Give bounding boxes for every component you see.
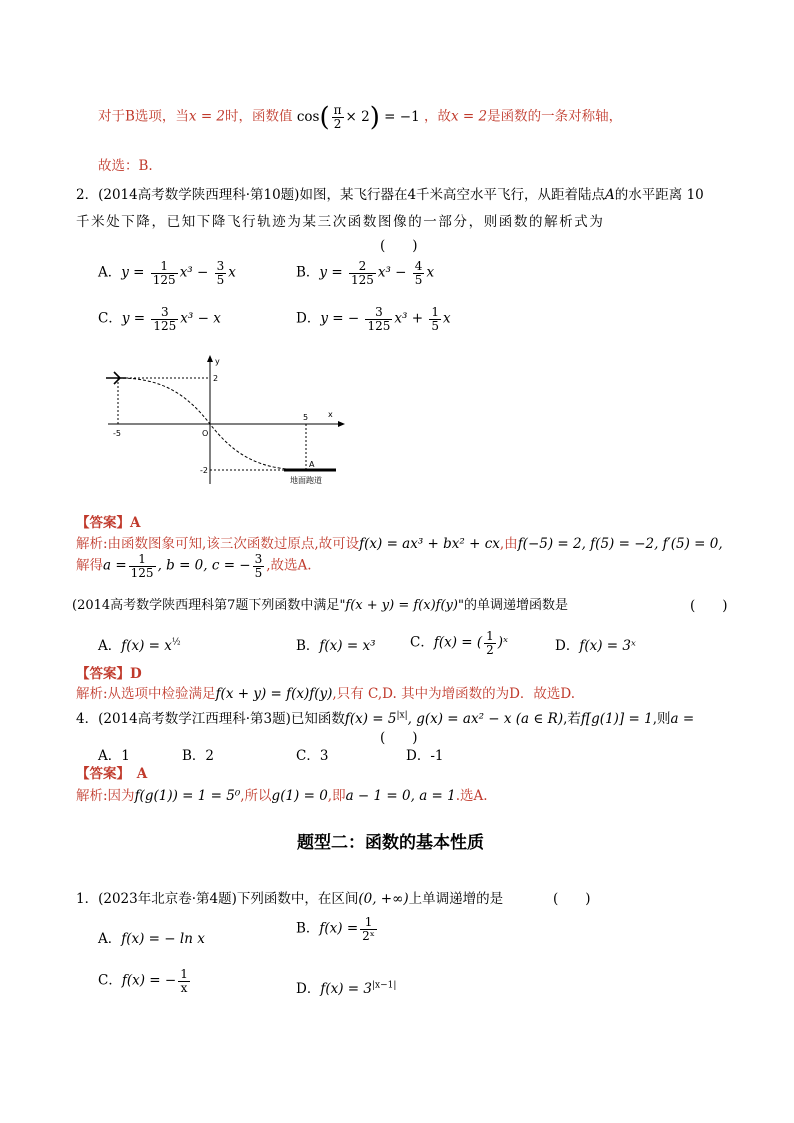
q3-solution: 解析:从选项中检验满足f(x + y) = f(x)f(y),只有 C,D. 其中为增函数的为D．故选D. [76,686,576,702]
q5-option-a: A．f(x) = − ln x [98,931,205,947]
q2-option-c: C．y = $\frac{3}{125}$ x³ − x [98,305,221,333]
q2-option-d: D．y = − $\frac{3}{125}$ x³ + $\frac{1}{5}$ x [296,305,451,333]
x-label: x [328,410,333,419]
q5-option-b: B．f(x) = $\frac{1}{\text{2ˣ}}$ [296,915,375,943]
q2-option-b: B．y = $\frac{2}{125}$ x³ − $\frac{4}{5}$ x [296,259,435,287]
tick-2: 2 [213,374,219,383]
q3-answer: 【答案】D [76,666,142,682]
point-a: A [309,460,315,469]
tick-neg5: -5 [113,429,121,438]
q2-solution-2: 解得a = $\frac{1}{125}$ , b = 0, c = − $\frac{3}{5}$ ,故选A. [76,552,312,580]
x-axis-arrow [338,421,345,427]
cos-expression: cos( $\frac{\pi}{2}$ × 2) = −1 [296,102,420,133]
q2-solution-1: 解析:由函数图象可知,该三次函数过原点,故可设f(x) = ax³ + bx² + cx,由f(−5) = 2, f(5) = −2, f′(5) = 0, [76,536,723,552]
section-title: 题型二：函数的基本性质 [297,833,484,853]
q4-stem: 4．(2014高考数学江西理科·第3题)已知函数$f(x) = 5^{|x|}$, g(x) = ax² − x (a ∈ R),若f[g(1)] = 1,则a = [76,710,695,727]
y-label: y [215,357,220,366]
plane-icon [106,372,126,384]
q2-stem-1: 2．(2014高考数学陕西理科·第10题)如图，某飞行器在4千米高空水平飞行，从距着陆点A的水平距离 10 [76,187,704,203]
q2-answer: 【答案】A [76,515,141,531]
q3-option-a: A．$f(x) = x^{\frac{1}{2}}$ [98,637,181,654]
q2-option-a: A．y = $\frac{1}{125}$ x³ − $\frac{3}{5}$ x [98,259,236,287]
flight-path-graph [100,352,350,492]
q4-option-b: B．2 [182,748,215,764]
q3-option-c: C．f(x) = ( $\frac{1}{2}$ )ˣ [410,629,508,657]
q4-answer: 【答案】 A [76,766,148,782]
q3-option-d: D．f(x) = 3ˣ [555,638,636,654]
q3-stem: (2014高考数学陕西理科第7题下列函数中满足"f(x + y) = f(x)f(y)"的单调递增函数是 [72,598,568,613]
q4-solution: 解析:因为f(g(1)) = 1 = 5⁰,所以g(1) = 0,即a − 1 = 0, a = 1.选A. [76,788,488,804]
tick-5: 5 [303,413,309,422]
y-axis-arrow [207,355,213,362]
q5-stem: 1．(2023年北京卷·第4题)下列函数中，在区间(0, +∞)上单调递增的是 [76,891,504,907]
q5-bracket: ( ) [553,891,591,907]
q2-bracket: ( ) [380,238,418,254]
top-line-2: 故选：B. [98,158,153,174]
q4-option-c: C．3 [296,748,329,764]
q5-option-d: D．$f(x) = 3^{|x-1|}$ [296,980,397,997]
tick-neg2: -2 [200,466,208,475]
tick-0: O [202,429,209,438]
top-line-1: 对于B选项，当x = 2时，函数值 cos( $\frac{\pi}{2}$ × 2) = −1 ，故x = 2是函数的一条对称轴， [98,102,623,133]
q4-option-a: A．1 [98,748,130,764]
q4-option-d: D．-1 [406,748,444,764]
q3-option-b: B．f(x) = x³ [296,638,376,654]
runway-label: 地面跑道 [290,476,322,485]
q5-option-c: C．f(x) = − $\frac{1}{x}$ [98,967,188,995]
q4-bracket: ( ) [380,730,418,746]
q2-stem-2: 千米处下降，已知下降飞行轨迹为某三次函数图像的一部分，则函数的解析式为 [76,214,605,230]
q3-bracket: ( ) [690,598,728,614]
